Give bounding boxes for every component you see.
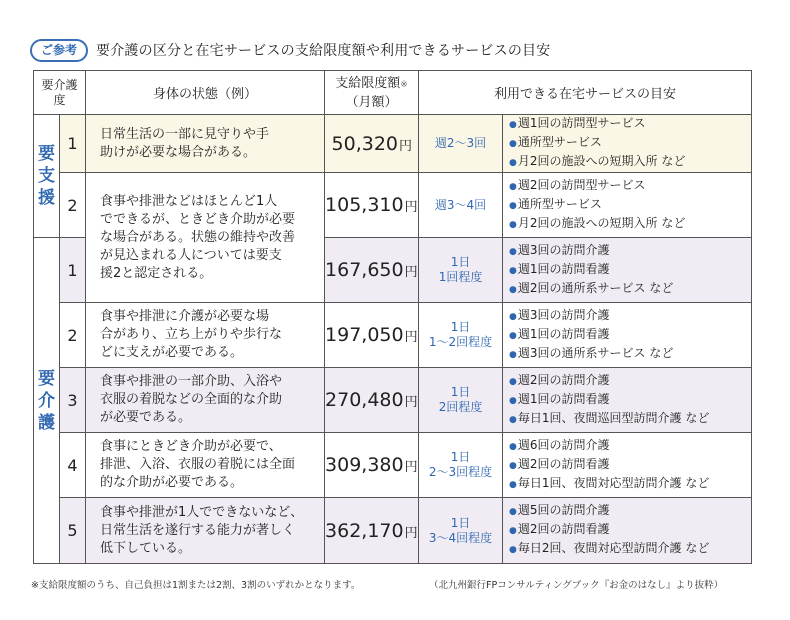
condition-line: どに支えが必要である。 — [100, 345, 244, 360]
services-cell — [503, 115, 752, 173]
category-kaigo-char: 護 — [38, 412, 55, 433]
condition-line: 食事にときどき介助が必要で、 — [100, 439, 282, 454]
limit-amount — [325, 498, 419, 564]
category-shien-char: 要 — [38, 144, 55, 164]
header-care-level — [34, 71, 86, 115]
condition-line: でできるが、ときどき介助が必要 — [100, 211, 296, 227]
level-number: 2 — [60, 173, 86, 238]
services-cell — [503, 303, 752, 368]
category-shien-char: 支 — [38, 166, 55, 186]
level-number: 5 — [60, 498, 86, 564]
table-row — [34, 368, 752, 433]
bullet-icon: ● — [509, 376, 517, 387]
condition-line: 合があり、立ち上がりや歩行な — [100, 327, 283, 342]
header-care-level-line1: 要介護 — [41, 77, 78, 92]
bullet-icon: ● — [509, 181, 517, 192]
frequency-line: 1日 — [450, 385, 471, 399]
footnote-source: （北九州銀行FPコンサルティングブック『お金のはなし』より抜粋） — [429, 580, 724, 591]
header-limit-line2: （月額） — [345, 94, 398, 110]
bullet-icon: ● — [509, 460, 517, 471]
condition-cell — [86, 173, 325, 303]
bullet-icon: ● — [509, 284, 517, 295]
yen-unit: 円 — [404, 460, 418, 475]
frequency-line: 週3～4回 — [434, 197, 487, 212]
frequency-line: 1日 — [450, 255, 471, 269]
limit-amount — [325, 368, 419, 433]
limit-amount — [325, 115, 419, 173]
service-item: 週2回の通所系サービス など — [517, 280, 674, 295]
amount-value: 167,650 — [325, 259, 404, 281]
service-item: 月2回の施設への短期入所 など — [517, 215, 686, 230]
header-limit — [325, 71, 419, 115]
condition-line: 食事や排泄が1人でできないなど、 — [100, 504, 304, 520]
condition-line: 助けが必要な場合がある。 — [100, 144, 257, 160]
condition-line: 日常生活を遂行する能力が著しく — [100, 522, 296, 538]
bullet-icon: ● — [509, 526, 517, 536]
frequency-line: 1回程度 — [438, 270, 483, 284]
frequency-line: 1～2回程度 — [428, 335, 493, 349]
frequency — [419, 433, 503, 498]
page-title: 要介護の区分と在宅サービスの支給限度額や利用できるサービスの目安 — [96, 43, 551, 59]
level-number: 2 — [60, 303, 86, 368]
category-shien-char: 援 — [38, 188, 55, 208]
level-number: 1 — [60, 115, 86, 173]
condition-cell — [86, 368, 325, 433]
condition-cell — [86, 303, 325, 368]
limit-amount — [325, 303, 419, 368]
service-item: 週3回の訪問介護 — [517, 242, 610, 257]
condition-line: 排泄、入浴、衣服の着脱には全面 — [100, 457, 296, 472]
service-item: 週2回の訪問型サービス — [517, 177, 646, 192]
limit-amount — [325, 433, 419, 498]
service-item: 週5回の訪問介護 — [517, 503, 610, 517]
table-row — [34, 498, 752, 564]
yen-unit: 円 — [404, 330, 418, 345]
service-item: 週2回の訪問看護 — [517, 456, 610, 471]
frequency — [419, 115, 503, 173]
header-services: 利用できる在宅サービスの目安 — [419, 71, 752, 115]
service-item: 毎日2回、夜間対応型訪問介護 など — [517, 541, 710, 555]
header-limit-note-mark: ※ — [400, 79, 408, 90]
limit-amount — [325, 238, 419, 303]
service-item: 週1回の訪問型サービス — [517, 116, 646, 130]
frequency-line: 1日 — [450, 515, 471, 530]
bullet-icon: ● — [509, 395, 517, 406]
table-row — [34, 115, 752, 173]
table-row — [34, 433, 752, 498]
frequency — [419, 173, 503, 238]
service-item: 通所型サービス — [517, 135, 602, 149]
condition-line: 的な介助が必要である。 — [100, 475, 244, 490]
bullet-icon: ● — [509, 414, 517, 425]
amount-value: 270,480 — [325, 389, 404, 411]
header-limit-line1: 支給限度額 — [335, 75, 401, 91]
header-care-level-line2: 度 — [53, 92, 66, 107]
frequency — [419, 498, 503, 564]
condition-line: が見込まれる人については要支 — [100, 247, 282, 263]
service-item: 通所型サービス — [517, 196, 602, 211]
category-kaigo-char: 要 — [38, 368, 55, 389]
frequency-line: 2～3回程度 — [428, 465, 493, 479]
table-row — [34, 303, 752, 368]
condition-cell — [86, 115, 325, 173]
service-item: 週1回の訪問看護 — [517, 261, 610, 276]
frequency — [419, 238, 503, 303]
bullet-icon: ● — [509, 219, 517, 230]
condition-line: 食事や排泄に介護が必要な場 — [100, 309, 270, 324]
footnote-copay: ※支給限度額のうち、自己負担は1割または2割、3割のいずれかとなります。 — [31, 580, 361, 591]
service-item: 毎日1回、夜間対応型訪問介護 など — [517, 475, 710, 490]
service-item: 週3回の通所系サービス など — [517, 345, 674, 360]
condition-line: が必要である。 — [100, 410, 192, 425]
bullet-icon: ● — [509, 441, 517, 452]
bullet-icon: ● — [509, 349, 517, 360]
condition-line: 援2と認定される。 — [100, 265, 213, 281]
bullet-icon: ● — [509, 507, 517, 517]
frequency — [419, 368, 503, 433]
yen-unit: 円 — [404, 200, 418, 215]
bullet-icon: ● — [509, 246, 517, 257]
care-level-table — [33, 70, 752, 564]
bullet-icon: ● — [509, 120, 517, 130]
frequency-line: 1日 — [450, 450, 471, 464]
services-cell — [503, 368, 752, 433]
bullet-icon: ● — [509, 158, 517, 168]
section-header — [30, 38, 550, 62]
yen-unit: 円 — [404, 265, 418, 280]
bullet-icon: ● — [509, 265, 517, 276]
condition-line: 衣服の着脱などの全面的な介助 — [100, 392, 283, 407]
frequency-line: 週2～3回 — [434, 136, 487, 150]
category-kaigo-char: 介 — [38, 390, 55, 411]
bullet-icon: ● — [509, 139, 517, 149]
level-number: 4 — [60, 433, 86, 498]
condition-line: 低下している。 — [100, 540, 192, 556]
header-condition: 身体の状態（例） — [86, 71, 325, 115]
frequency-line: 2回程度 — [438, 400, 483, 414]
services-cell — [503, 238, 752, 303]
service-item: 週2回の訪問看護 — [517, 522, 610, 536]
condition-cell — [86, 433, 325, 498]
condition-line: 食事や排泄の一部介助、入浴や — [100, 374, 283, 389]
frequency-line: 3～4回程度 — [428, 530, 493, 545]
bullet-icon: ● — [509, 311, 517, 322]
bullet-icon: ● — [509, 479, 517, 490]
amount-value: 309,380 — [325, 454, 404, 476]
category-kaigo — [34, 238, 60, 564]
bullet-icon: ● — [509, 200, 517, 211]
category-shien — [34, 115, 60, 238]
services-cell — [503, 173, 752, 238]
limit-amount — [325, 173, 419, 238]
amount-value: 362,170 — [325, 519, 404, 542]
condition-line: な場合がある。状態の維持や改善 — [100, 229, 296, 245]
amount-value: 105,310 — [325, 194, 404, 216]
service-item: 週1回の訪問看護 — [517, 326, 610, 341]
level-number: 1 — [60, 238, 86, 303]
service-item: 毎日1回、夜間巡回型訪問介護 など — [517, 410, 710, 425]
services-cell — [503, 498, 752, 564]
reference-badge: ご参考 — [30, 39, 88, 62]
table-row — [34, 173, 752, 238]
table-header-row — [34, 71, 752, 115]
service-item: 週6回の訪問介護 — [517, 437, 610, 452]
services-cell — [503, 433, 752, 498]
level-number: 3 — [60, 368, 86, 433]
frequency — [419, 303, 503, 368]
amount-value: 197,050 — [325, 324, 404, 346]
service-item: 週2回の訪問介護 — [517, 372, 610, 387]
condition-cell — [86, 498, 325, 564]
yen-unit: 円 — [399, 138, 413, 154]
yen-unit: 円 — [404, 525, 418, 541]
bullet-icon: ● — [509, 330, 517, 341]
service-item: 週1回の訪問看護 — [517, 391, 610, 406]
condition-line: 日常生活の一部に見守りや手 — [100, 126, 270, 142]
frequency-line: 1日 — [450, 320, 471, 334]
service-item: 週3回の訪問介護 — [517, 307, 610, 322]
yen-unit: 円 — [404, 395, 418, 410]
service-item: 月2回の施設への短期入所 など — [517, 154, 686, 168]
condition-line: 食事や排泄などはほとんど1人 — [100, 193, 278, 209]
bullet-icon: ● — [509, 545, 517, 555]
amount-value: 50,320 — [331, 132, 398, 155]
